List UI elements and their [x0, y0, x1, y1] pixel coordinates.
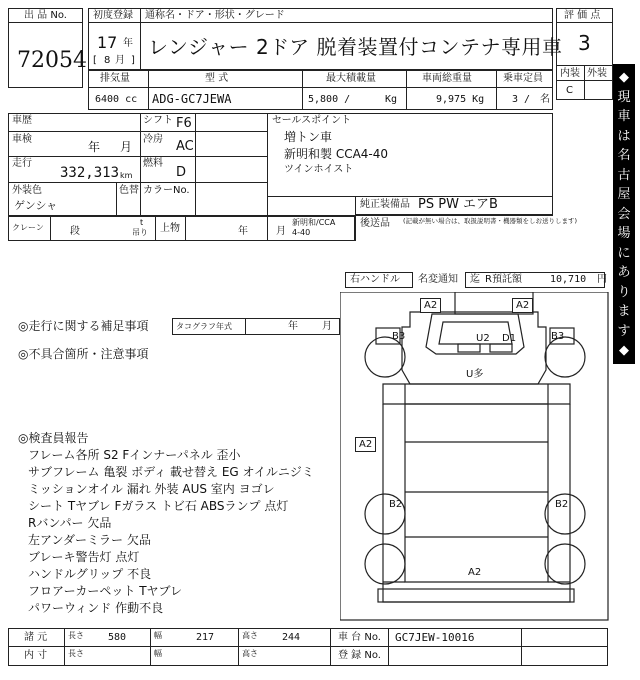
month-unit: 月 — [115, 55, 125, 66]
score-label: 評 価 点 — [564, 10, 601, 21]
banner-char: 古 — [617, 167, 631, 183]
history-label: 車歴 — [12, 115, 32, 126]
width-label: 幅 — [154, 631, 162, 640]
body-month-unit: 月 — [276, 226, 286, 237]
driving-title: ◎走行に関する補足事項 — [18, 319, 149, 333]
width: 217 — [196, 632, 215, 643]
car-name: レンジャー 2ドア 脱着装置付コンテナ専用車 — [148, 35, 563, 59]
displacement: 6400 cc — [95, 94, 138, 105]
deadline-label: 迄 — [470, 274, 480, 285]
right-handle: 右ハンドル — [350, 274, 400, 285]
tachograph-year-unit: 年 — [288, 321, 298, 332]
chassis-no: GC7JEW-10016 — [395, 631, 475, 644]
banner-char: 場 — [617, 226, 631, 241]
inspector-line: フロアーカーペット Tヤブレ — [28, 584, 183, 598]
body-label: 上物 — [160, 223, 180, 234]
banner-char: 屋 — [617, 187, 631, 202]
inspector-line: パワーウィンド 作動不良 — [28, 601, 164, 615]
tachograph-label: タコグラフ年式 — [176, 322, 232, 331]
inspector-line: 左アンダーミラー 欠品 — [28, 533, 151, 547]
crane-label: クレーン — [12, 223, 44, 232]
inspector-line: Rバンパー 欠品 — [28, 516, 112, 530]
damage-mark-front-left: A2 — [420, 298, 441, 313]
inner-label: 内 寸 — [24, 650, 48, 661]
aftermarket-label: 後送品 — [360, 218, 390, 229]
crane-hanging-label: 吊り — [132, 228, 148, 237]
banner-char: 現 — [617, 89, 631, 105]
inspection-month-unit: 月 — [120, 140, 133, 154]
exterior-label: 外装 — [587, 68, 607, 79]
damage-mark-roof: U多 — [466, 369, 484, 380]
shift: F6 — [176, 116, 192, 131]
damage-mark-rear: A2 — [468, 567, 482, 578]
inner-length-label: 長さ — [68, 649, 84, 658]
max-load-label: 最大積載量 — [326, 73, 376, 84]
recycle-amount: 10,710 — [550, 274, 587, 285]
location-banner — [613, 64, 635, 364]
capacity: 3 / — [512, 94, 531, 105]
year-unit: 年 — [123, 38, 133, 49]
fuel: D — [176, 165, 187, 180]
damage-mark-left-rear: B2 — [389, 499, 403, 510]
yen-unit: 円 — [597, 274, 607, 285]
mileage-label: 走行 — [12, 158, 32, 169]
inspector-line: ブレーキ警告灯 点灯 — [28, 550, 140, 564]
name-change-label: 名変通知 — [418, 274, 458, 285]
inspector-line: フレーム各所 S2 Fインナーパネル 歪小 — [28, 448, 241, 462]
mileage: 332,313 — [60, 165, 120, 181]
banner-char: あ — [617, 265, 631, 280]
damage-mark-right-front: B3 — [551, 331, 565, 342]
height-label: 高さ — [242, 631, 258, 640]
banner-char: 名 — [617, 148, 631, 163]
length-label: 長さ — [68, 631, 84, 640]
inspector-line: ハンドルグリップ 不良 — [28, 567, 152, 581]
color-change-label: 色替 — [119, 185, 139, 196]
crane-ton-unit: t — [140, 218, 144, 227]
sales-point-1: 増トン車 — [284, 130, 333, 144]
length: 580 — [108, 632, 127, 643]
fuel-label: 燃料 — [143, 158, 163, 169]
banner-char: ま — [617, 304, 631, 319]
interior-grade: C — [566, 85, 573, 96]
damage-mark-windshield: U2 — [476, 333, 490, 344]
first-reg-month: 8 — [104, 55, 111, 66]
first-reg-year: 17 — [97, 33, 118, 52]
max-load-unit: Kg — [385, 94, 398, 105]
ext-color: ゲンシャ — [14, 199, 58, 212]
model-label: 型 式 — [205, 73, 229, 84]
damage-mark-left-side: A2 — [355, 437, 376, 452]
footer-box — [8, 628, 608, 666]
mileage-unit: km — [120, 171, 133, 180]
inspector-line: ミッションオイル 漏れ 外装 AUS 室内 ヨゴレ — [28, 482, 275, 496]
crane-stage-unit: 段 — [70, 226, 80, 237]
inspector-title: ◎検査員報告 — [18, 431, 89, 445]
ext-color-label: 外装色 — [12, 185, 42, 196]
lot-label: 出 品 No. — [24, 10, 67, 21]
damage-mark-left-front: B3 — [392, 331, 406, 342]
ac-label: 冷房 — [143, 134, 163, 145]
lot-number: 72054 — [17, 48, 87, 73]
crane-model: 4-40 — [292, 228, 311, 237]
reg-label: 登 録 No. — [338, 650, 381, 661]
model: ADG-GC7JEWA — [152, 92, 232, 106]
height: 244 — [282, 632, 301, 643]
sales-point-3: ツインホイスト — [284, 164, 354, 175]
name-label: 通称名・ドア・形状・グレード — [145, 10, 285, 21]
ac: AC — [176, 139, 194, 154]
equipment: PS PW エアB — [418, 197, 498, 212]
interior-label: 内装 — [560, 68, 580, 79]
sales-point-2: 新明和製 CCA4-40 — [284, 147, 389, 161]
inner-width-label: 幅 — [154, 649, 162, 658]
banner-char: り — [617, 284, 631, 300]
sales-label: セールスポイント — [272, 115, 352, 126]
color-no-label: カラーNo. — [143, 185, 190, 196]
capacity-unit: 名 — [540, 94, 550, 105]
gross-weight-label: 車両総重量 — [422, 73, 472, 84]
equipment-label: 純正装備品 — [360, 199, 410, 210]
shift-label: シフト — [143, 115, 173, 126]
banner-char: ◆ — [619, 70, 629, 85]
damage-mark-cab-dent: D1 — [502, 333, 517, 344]
banner-char: は — [617, 128, 631, 144]
tachograph-month-unit: 月 — [322, 321, 332, 332]
capacity-label: 乗車定員 — [503, 73, 543, 84]
displacement-label: 排気量 — [100, 73, 130, 84]
chassis-label: 車 台 No. — [338, 632, 381, 643]
inner-height-label: 高さ — [242, 649, 258, 658]
first-reg-label: 初度登録 — [93, 10, 133, 21]
recycle-label: R預託額 — [485, 274, 522, 285]
crane-maker: 新明和/CCA — [292, 218, 336, 227]
gross-weight: 9,975 Kg — [436, 94, 485, 105]
damage-mark-front-right: A2 — [512, 298, 533, 313]
inspection-label: 車検 — [12, 134, 32, 145]
banner-char: ◆ — [619, 343, 629, 358]
inspection-year-unit: 年 — [88, 140, 101, 154]
banner-char: 車 — [617, 109, 631, 124]
body-year-unit: 年 — [238, 226, 248, 237]
score: 3 — [578, 31, 591, 55]
aftermarket-note: (記載が無い場合は、取扱説明書・機器類をしお送りします) — [403, 217, 578, 225]
banner-char: す — [617, 323, 631, 339]
defects-title: ◎不具合箇所・注意事項 — [18, 347, 149, 361]
damage-mark-right-rear: B2 — [555, 499, 569, 510]
banner-char: に — [617, 245, 631, 261]
max-load: 5,800 / — [308, 94, 351, 105]
banner-char: 会 — [617, 206, 631, 222]
dims-label: 諸 元 — [24, 632, 48, 643]
inspector-line: サブフレーム 亀裂 ボディ 載せ替え EG オイルニジミ — [28, 465, 314, 479]
inspector-line: シート Tヤブレ Fガラス トビ石 ABSランプ 点灯 — [28, 499, 289, 513]
